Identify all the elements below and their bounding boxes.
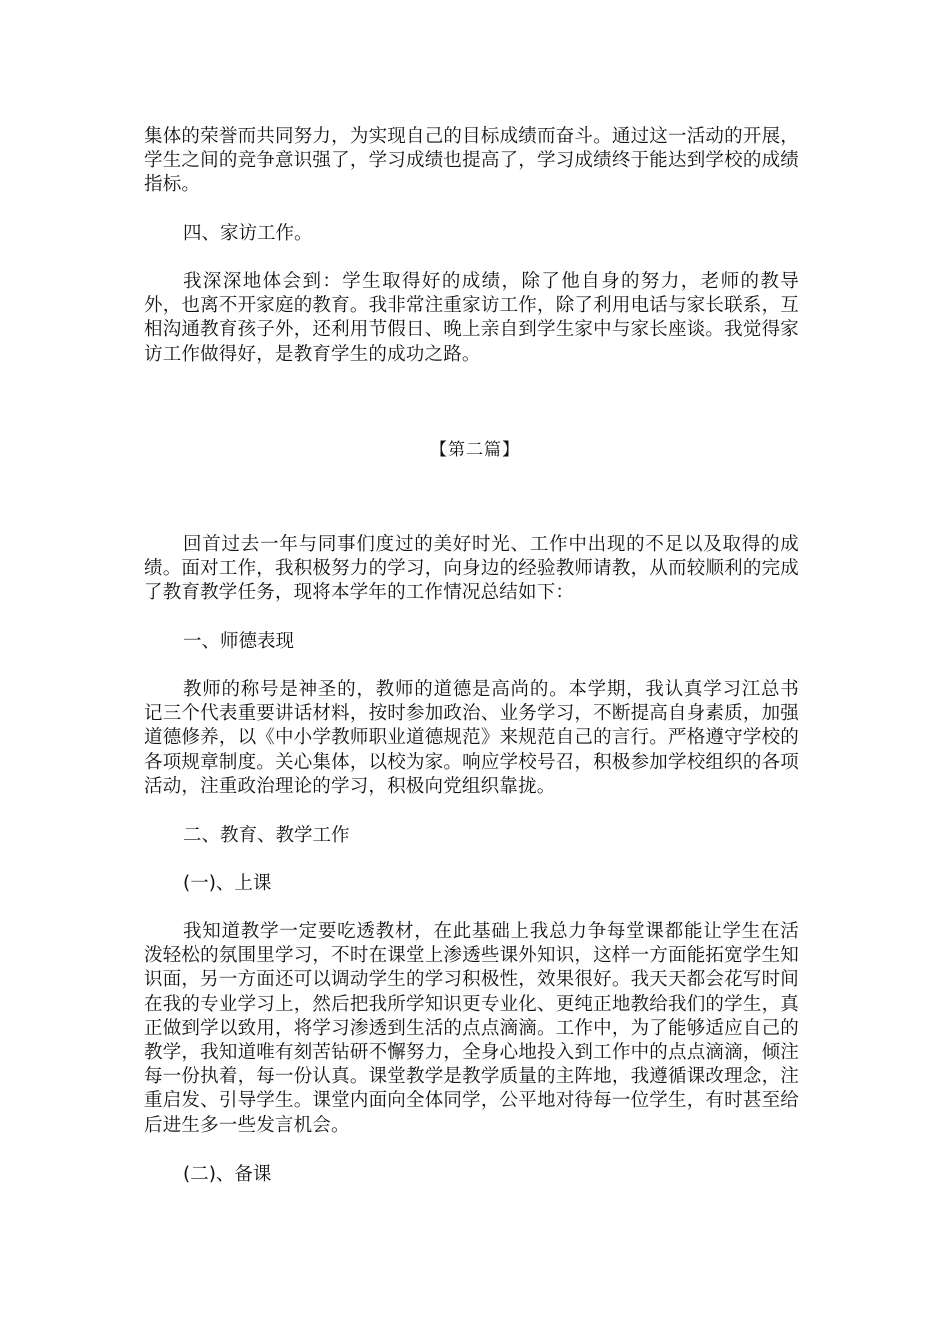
sub-two-heading: (二)、备课: [183, 1164, 272, 1185]
sub-one-heading: (一)、上课: [183, 873, 272, 894]
section-four-heading: 四、家访工作。: [183, 223, 313, 244]
continuation-paragraph: 集体的荣誉而共同努力，为实现自己的目标成绩而奋斗。通过这一活动的开展，学生之间的竞争意识强了，学习成绩也提高了，学习成绩终于能达到学校的成绩指标。: [144, 126, 799, 196]
chapter-title: 【第二篇】: [430, 440, 520, 460]
class-paragraph: 我知道教学一定要吃透教材，在此基础上我总力争每堂课都能让学生在活泼轻松的氛围里学习，不时在课堂上渗透些课外知识，这样一方面能拓宽学生知识面，另一方面还可以调动学生的学习积极性，效果很好。我天天都会花写时间在我的专业学习上，然后把我所学知识更专业化、更纯正地教给我们的学生，真正做到学以致用，将学习渗透到生活的点点滴滴。工作中，为了能够适应自己的教学，我知道唯有刻苦钻研不懈努力，全身心地投入到工作中的点点滴滴，倾注每一份执着，每一份认真。课堂教学是教学质量的主阵地，我遵循课改理念，注重启发、引导学生。课堂内面向全体同学，公平地对待每一位学生，有时甚至给后进生多一些发言机会。: [144, 921, 799, 1136]
section-one-heading: 一、师德表现: [183, 631, 295, 652]
intro-paragraph: 回首过去一年与同事们度过的美好时光、工作中出现的不足以及取得的成绩。面对工作，我积极努力的学习，向身边的经验教师请教，从而较顺利的完成了教育教学任务，现将本学年的工作情况总结如下：: [144, 534, 799, 604]
section-two-heading: 二、教育、教学工作: [183, 825, 350, 846]
home-visit-paragraph: 我深深地体会到：学生取得好的成绩，除了他自身的努力，老师的教导外，也离不开家庭的教育。我非常注重家访工作，除了利用电话与家长联系，互相沟通教育孩子外，还利用节假日、晚上亲自到学生家中与家长座谈。我觉得家访工作做得好，是教育学生的成功之路。: [144, 271, 799, 365]
ethics-paragraph: 教师的称号是神圣的，教师的道德是高尚的。本学期，我认真学习江总书记三个代表重要讲话材料，按时参加政治、业务学习，不断提高自身素质，加强道德修养，以《中小学教师职业道德规范》来规范自己的言行。严格遵守学校的各项规章制度。关心集体，以校为家。响应学校号召，积极参加学校组织的各项活动，注重政治理论的学习，积极向党组织靠拢。: [144, 679, 799, 797]
